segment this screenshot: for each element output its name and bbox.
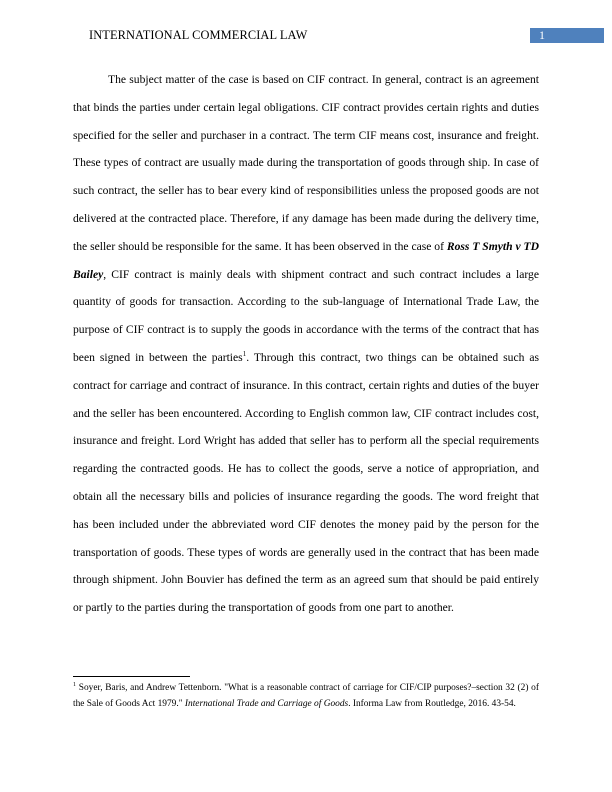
body-paragraph [73, 66, 539, 622]
footnote-number: 1 [73, 681, 76, 688]
footnote-text-after: . Informa Law from Routledge, 2016. 43-54. [348, 698, 516, 709]
case-name: Ross T Smyth v TD Bailey [73, 239, 539, 281]
footnote [73, 681, 539, 712]
footnote-book-title: International Trade and Carriage of Goods [184, 698, 349, 709]
paragraph-text-part-2: , CIF contract is mainly deals with shipment contract and such contract includes a large quantity of goods for transaction. According to the sub-language of International Trade Law, the purpose of CIF contract is to supply the goods in accordance with the terms of the contract that has been signed in between the parties [73, 267, 539, 364]
footnote-reference[interactable]: 1 [242, 350, 247, 359]
paragraph-text-part-3: . Through this contract, two things can be obtained such as contract for carriage and contract of insurance. In this contract, certain rights and duties of the buyer and the seller has been encountered. According to English common law, CIF contract includes cost, insurance and freight. Lord Wright has added that seller has to perform all the special requirements regarding the contracted goods. He has to collect the goods, serve a notice of appropriation, and obtain all the necessary bills and policies of insurance regarding the goods. The word freight that has been included under the abbreviated word CIF denotes the money paid by the person for the transportation of goods. These types of words are generally used in the contract that has been made through shipment. John Bouvier has defined the term as an agreed sum that should be paid entirely or partly to the parties during the transportation of goods from one part to another. [73, 350, 540, 615]
paragraph-text-part-1: The subject matter of the case is based on CIF contract. In general, contract is an agreement that binds the parties under certain legal obligations. CIF contract provides certain rights and duties specified for the seller and purchaser in a contract. The term CIF means cost, insurance and freight. These types of contract are usually made during the transportation of goods through ship. In case of such contract, the seller has to bear every kind of responsibilities unless the proposed goods are not delivered at the contracted place. Therefore, if any damage has been made during the delivery time, the seller should be responsible for the same. It has been observed in the case of [73, 73, 539, 253]
footnote-text-before: Soyer, Baris, and Andrew Tettenborn. "What is a reasonable contract of carriage for CIF/CIP purposes?–section 32 (2) of the Sale of Goods Act 1979." [73, 683, 539, 709]
footnote-separator [73, 676, 190, 677]
page-number-badge: 1 [530, 28, 604, 43]
running-head: INTERNATIONAL COMMERCIAL LAW [89, 28, 308, 42]
